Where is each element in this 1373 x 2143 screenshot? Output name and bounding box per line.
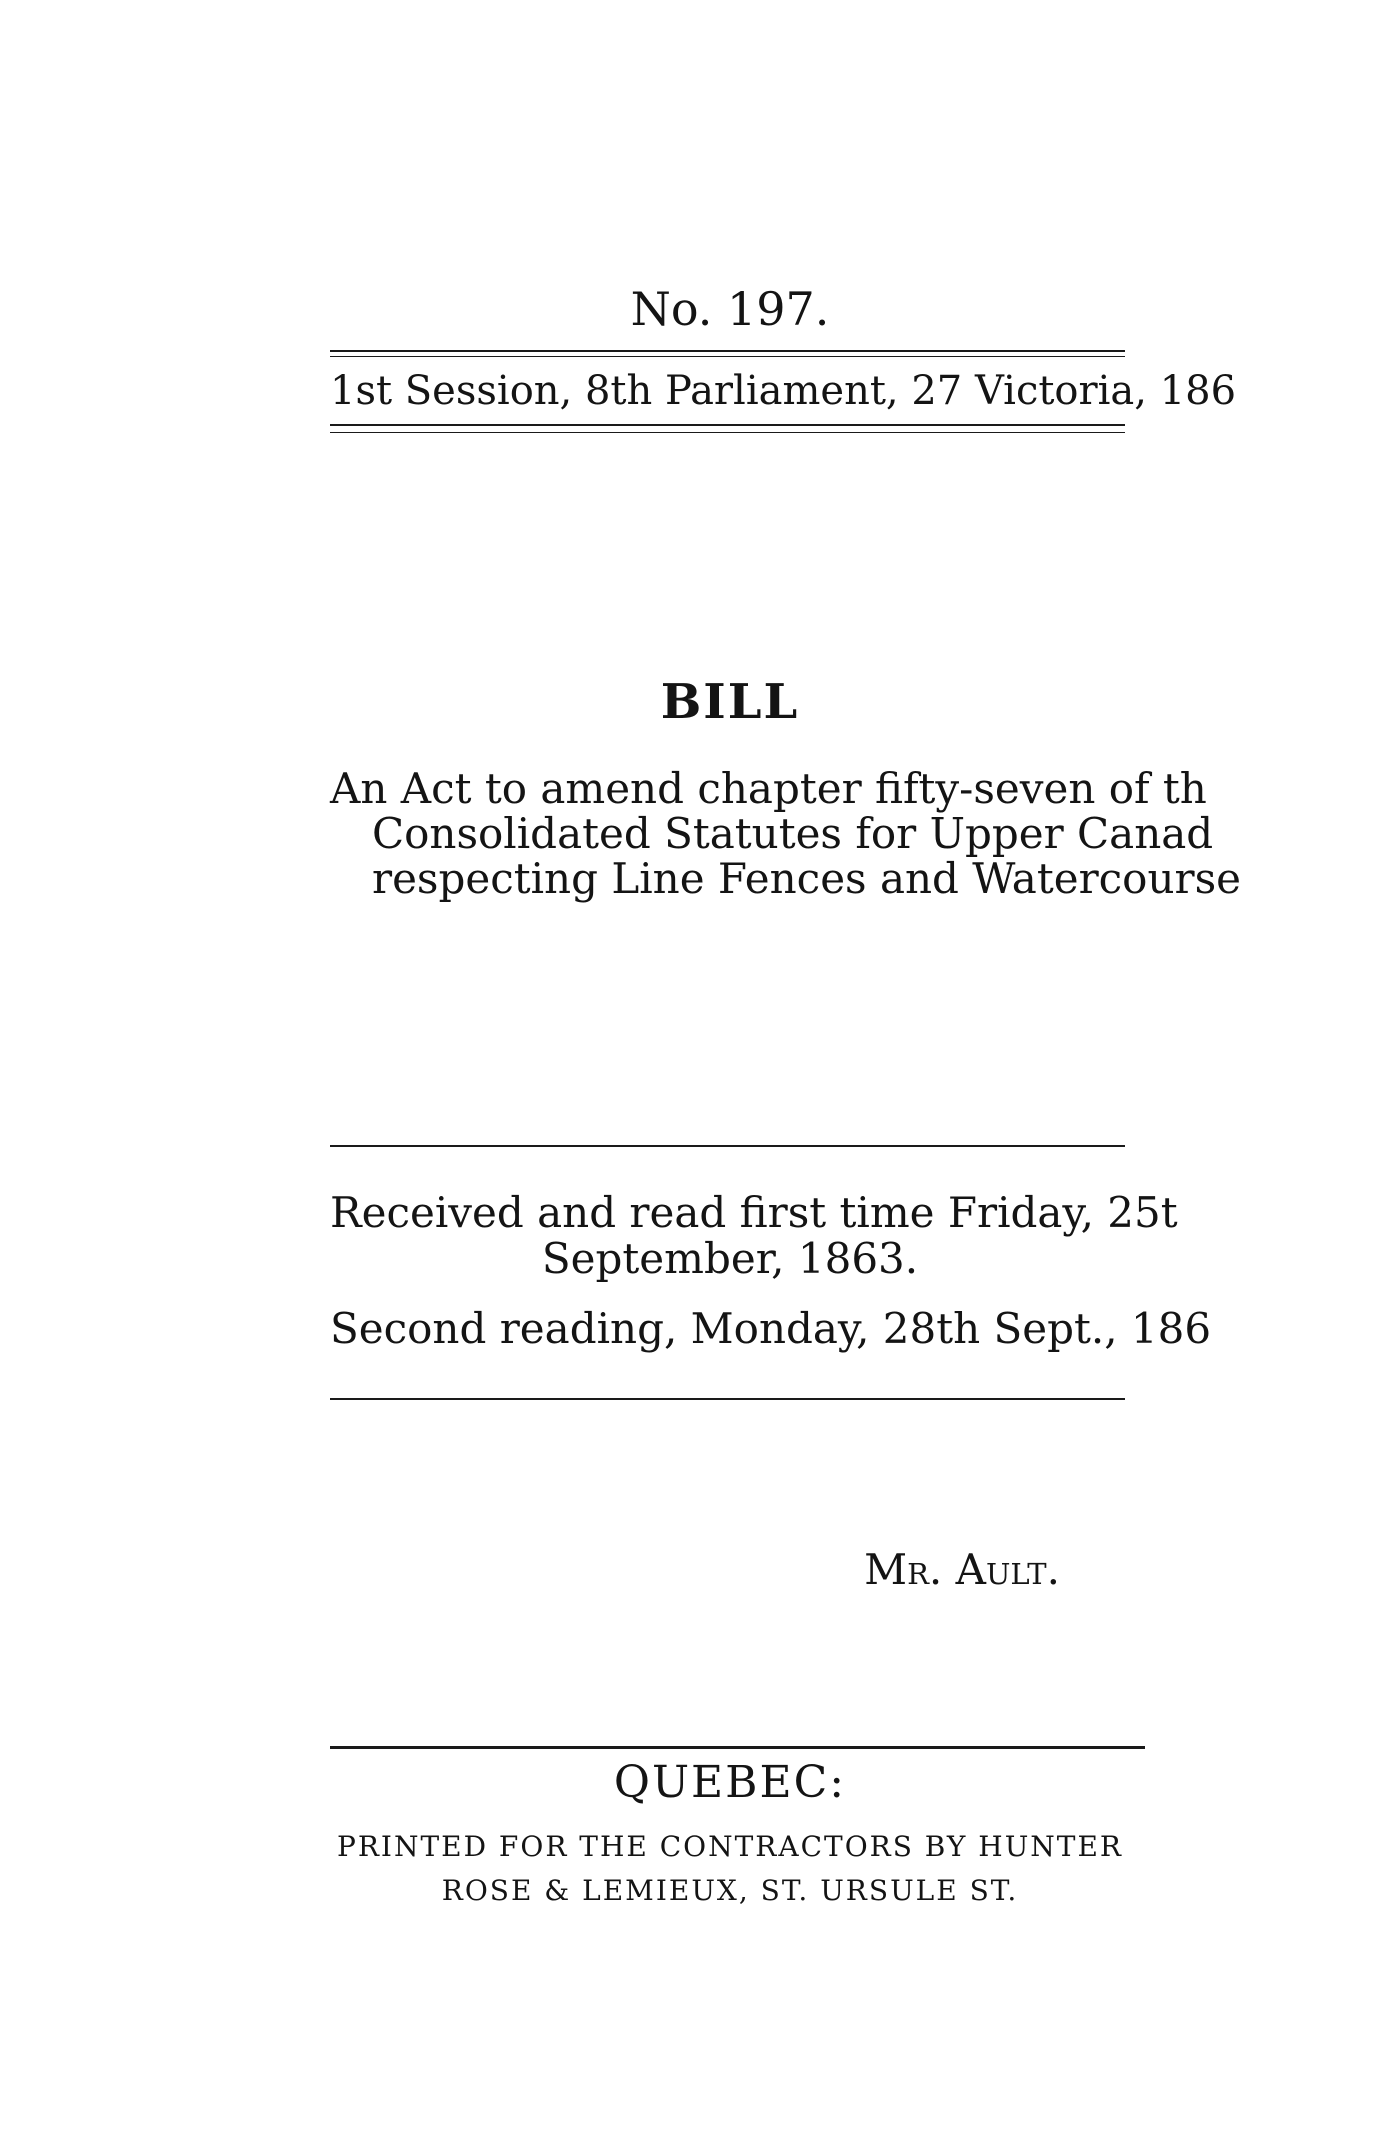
first-reading-line-1: Received and read first time Friday, 25t: [330, 1188, 1178, 1237]
first-reading-line-2: September, 1863.: [541, 1234, 919, 1283]
readings-rule-bottom: [330, 1398, 1125, 1400]
bill-title-line-3: respecting Line Fences and Watercourse: [372, 854, 1241, 903]
bill-title: [330, 764, 1241, 903]
imprint-place: QUEBEC:: [613, 1757, 847, 1808]
bill-number: No. 197.: [630, 282, 830, 336]
imprint-printer-line-1: PRINTED FOR THE CONTRACTORS BY HUNTER: [336, 1830, 1123, 1863]
top-double-rule-lower: [330, 356, 1125, 357]
session-rule-upper: [330, 424, 1125, 426]
session-line: 1st Session, 8th Parliament, 27 Victoria, 186: [330, 368, 1237, 414]
session-rule-lower: [330, 432, 1125, 433]
top-double-rule-upper: [330, 350, 1125, 352]
bill-heading: BILL: [660, 674, 800, 730]
bill-title-line-2: Consolidated Statutes for Upper Canad: [372, 809, 1214, 858]
imprint-rule: [330, 1746, 1145, 1749]
readings-rule-top: [330, 1145, 1125, 1147]
sponsor: Mr. Ault.: [864, 1545, 1060, 1594]
readings-block: [330, 1188, 1212, 1353]
imprint-printer: [330, 1825, 1130, 1913]
second-reading-line: Second reading, Monday, 28th Sept., 186: [330, 1304, 1212, 1353]
bill-title-line-1: An Act to amend chapter fifty-seven of th: [330, 764, 1207, 813]
imprint-printer-line-2: ROSE & LEMIEUX, ST. URSULE ST.: [441, 1874, 1019, 1907]
